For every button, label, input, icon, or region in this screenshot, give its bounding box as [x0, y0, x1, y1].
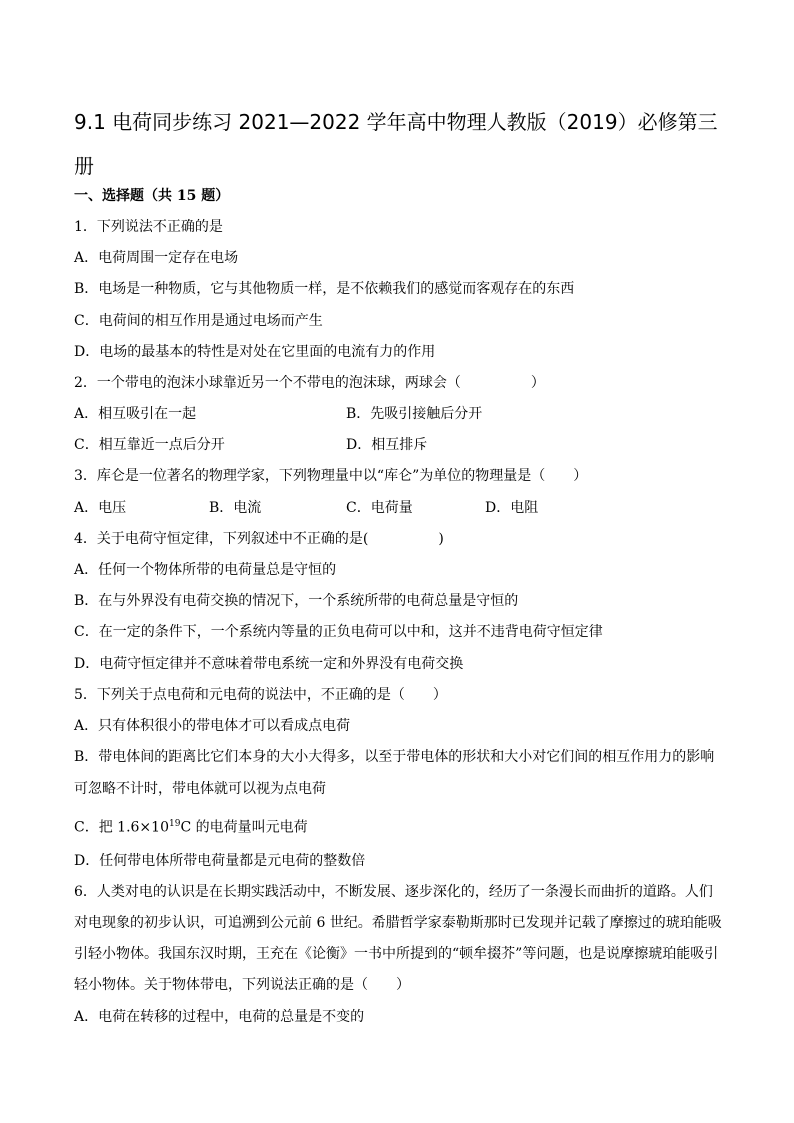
question-5-option-c — [74, 814, 308, 838]
question-6-option-a: A．电荷在转移的过程中，电荷的总量是不变的 — [74, 1009, 365, 1025]
question-2-option-a: A．相互吸引在一起 — [74, 406, 197, 422]
section-heading: 一、选择题（共 15 题） — [74, 188, 230, 204]
question-3-option-b: B．电流 — [209, 500, 262, 516]
question-6-line-3: 引轻小物体。我国东汉时期，王充在《论衡》一书中所提到的“顿牟掇芥”等问题，也是说摩擦琥珀能吸引 — [74, 946, 719, 962]
question-3-option-d: D．电阻 — [485, 500, 539, 516]
question-5-option-c-suffix: C 的电荷量叫元电荷 — [180, 819, 308, 836]
question-2-option-d: D．相互排斥 — [346, 437, 428, 453]
question-5-option-d: D．任何带电体所带电荷量都是元电荷的整数倍 — [74, 853, 366, 869]
question-4-option-d: D．电荷守恒定律并不意味着带电系统一定和外界没有电荷交换 — [74, 656, 464, 672]
question-4-option-c: C．在一定的条件下，一个系统内等量的正负电荷可以中和，这并不违背电荷守恒定律 — [74, 624, 603, 640]
question-3-stem: 3．库仑是一位著名的物理学家，下列物理量中以“库仑”为单位的物理量是（ ） — [74, 468, 588, 484]
question-6-line-1: 6．人类对电的认识是在长期实践活动中，不断发展、逐步深化的，经历了一条漫长而曲折的道路。人们 — [74, 884, 713, 900]
question-6-line-4: 轻小物体。关于物体带电，下列说法正确的是（ ） — [74, 977, 410, 993]
question-5-option-b-line-1: B．带电体间的距离比它们本身的大小大得多，以至于带电体的形状和大小对它们间的相互作用力的影响 — [74, 749, 715, 765]
question-3-option-c: C．电荷量 — [346, 500, 413, 516]
question-5-option-c-exponent: 19 — [168, 819, 181, 829]
title-line-2: 册 — [74, 154, 94, 178]
question-1-stem: 1．下列说法不正确的是 — [74, 219, 223, 235]
question-6-line-2: 对电现象的初步认识，可追溯到公元前 6 世纪。希腊哲学家泰勒斯那时已发现并记载了摩擦过的琥珀能吸 — [74, 915, 722, 931]
question-1-option-a: A．电荷周围一定存在电场 — [74, 250, 239, 266]
question-1-option-b: B．电场是一种物质，它与其他物质一样，是不依赖我们的感觉而客观存在的东西 — [74, 281, 575, 297]
title-line-1: 9.1 电荷同步练习 2021—2022 学年高中物理人教版（2019）必修第三 — [74, 110, 718, 134]
question-5-option-b-line-2: 可忽略不计时，带电体就可以视为点电荷 — [74, 781, 326, 797]
question-1-option-c: C．电荷间的相互作用是通过电场而产生 — [74, 313, 323, 329]
question-4-option-a: A．任何一个物体所带的电荷量总是守恒的 — [74, 562, 337, 578]
question-2-stem: 2．一个带电的泡沫小球靠近另一个不带电的泡沫球，两球会（ ） — [74, 375, 545, 391]
page-title — [74, 100, 734, 188]
question-5-option-c-prefix: C．把 1.6×10 — [74, 819, 169, 836]
question-3-option-a: A．电压 — [74, 500, 127, 516]
question-2-option-c: C．相互靠近一点后分开 — [74, 437, 225, 453]
question-2-option-b: B．先吸引接触后分开 — [346, 406, 483, 422]
question-5-stem: 5．下列关于点电荷和元电荷的说法中，不正确的是（ ） — [74, 687, 447, 703]
question-4-option-b: B．在与外界没有电荷交换的情况下，一个系统所带的电荷总量是守恒的 — [74, 593, 519, 609]
question-4-stem: 4．关于电荷守恒定律，下列叙述中不正确的是( ) — [74, 531, 444, 547]
question-1-option-d: D．电场的最基本的特性是对处在它里面的电流有力的作用 — [74, 344, 436, 360]
question-5-option-a: A．只有体积很小的带电体才可以看成点电荷 — [74, 718, 351, 734]
